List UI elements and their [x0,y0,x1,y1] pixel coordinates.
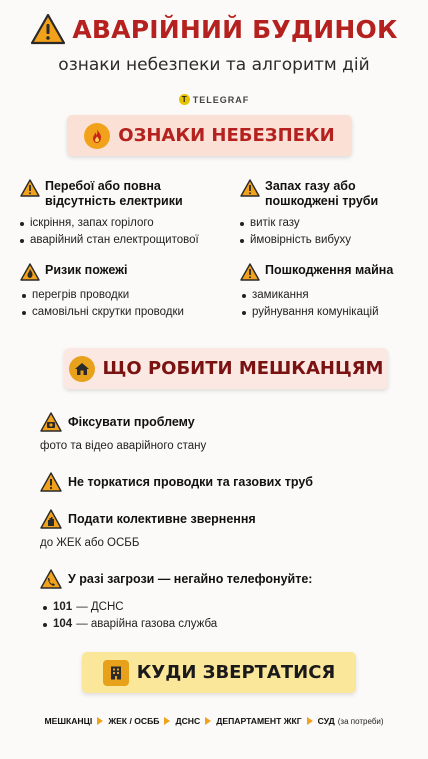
action-step-document [40,412,410,452]
building-icon [103,660,129,686]
arrow-right-icon [307,717,313,725]
list-item: ймовірність вибуху [240,232,420,249]
action-step-call [40,569,410,633]
chain-note: (за потреби) [337,716,384,726]
danger-item-gas [240,179,420,249]
action-step-complaint [40,509,410,549]
danger-item-title: Перебої або повна відсутність електрики [45,179,183,208]
warning-triangle-icon [20,179,40,197]
danger-item-title: Ризик пожежі [45,263,128,277]
warning-triangle-icon [240,263,260,281]
list-item: іскріння, запах горілого [20,215,230,232]
chain-step: ДЕПАРТАМЕНТ ЖКГ [216,716,302,726]
danger-item-electricity [20,179,230,249]
contact-item: 101 — ДСНС [43,599,410,616]
arrow-right-icon [97,717,103,725]
action-step-title: Не торкатися проводки та газових труб [68,475,314,489]
danger-section-title: ОЗНАКИ НЕБЕЗПЕКИ [118,125,335,146]
warning-triangle-icon [40,472,62,492]
contact-item: 104 — аварійна газова служба [43,616,410,633]
actions-section-title: ЩО РОБИТИ МЕШКАНЦЯМ [102,358,384,379]
danger-item-property [240,263,425,321]
chain-step: СУД [317,716,335,726]
chain-step: ЖЕК / ОСББ [108,716,160,726]
camera-warning-icon [40,412,62,432]
page-title: АВАРІЙНИЙ БУДИНОК [72,14,398,44]
warning-triangle-icon [240,179,260,197]
page-subtitle: ознаки небезпеки та алгоритм дій [58,55,370,75]
action-step-desc: до ЖЕК або ОСББ [40,537,140,549]
danger-item-title: Пошкодження майна [265,263,394,277]
title-row [0,13,428,45]
phone-warning-icon [40,569,62,589]
action-step-title: У разі загрози — негайно телефонуйте: [68,572,313,586]
arrow-right-icon [205,717,211,725]
action-step-title: Фіксувати проблему [68,415,195,429]
warning-triangle-icon [30,13,66,45]
list-item: перегрів проводки [22,287,230,304]
chain-step: ДСНС [175,716,201,726]
brand-logo [0,94,428,105]
danger-section-banner [67,115,352,156]
contact-section-banner [82,652,356,693]
house-icon [69,356,95,382]
danger-item-fire [20,263,230,321]
arrow-right-icon [164,717,170,725]
emergency-contacts [43,599,410,633]
list-item: руйнування комунікацій [242,304,425,321]
fire-icon [84,123,110,149]
list-item: витік газу [240,215,420,232]
contact-section-title: КУДИ ЗВЕРТАТИСЯ [136,662,336,683]
list-item: замикання [242,287,425,304]
action-step-title: Подати колективне звернення [68,512,256,526]
hand-warning-icon [40,509,62,529]
actions-section-banner [64,348,388,389]
action-step-do-not-touch [40,472,410,492]
list-item: аварійний стан електрощитової [20,232,230,249]
list-item: самовільні скрутки проводки [22,304,230,321]
fire-warning-icon [20,263,40,281]
danger-item-title: Запах газу або пошкоджені труби [265,179,379,208]
brand-mark-icon: T [179,94,190,105]
brand-name: TELEGRAF [192,94,250,105]
escalation-chain [0,716,428,726]
action-step-desc: фото та відео аварійного стану [40,440,207,452]
chain-step: МЕШКАНЦІ [44,716,93,726]
